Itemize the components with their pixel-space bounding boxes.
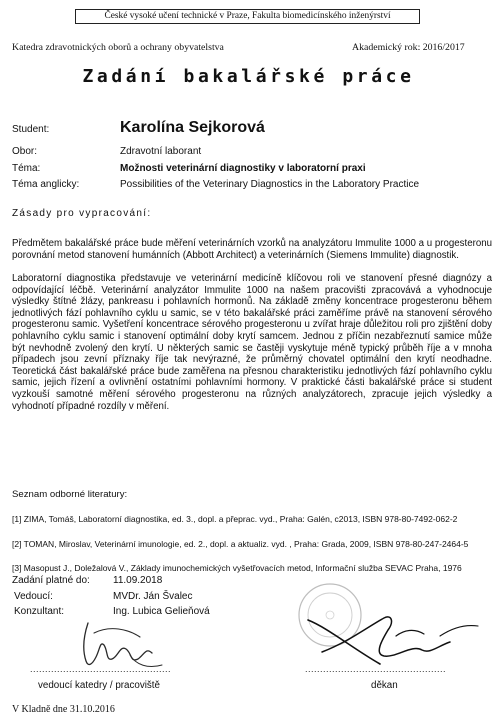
- dean-signature: [300, 606, 490, 672]
- consultant-label: Konzultant:: [14, 606, 65, 617]
- student-label: Student:: [12, 124, 50, 135]
- reference-item-3: [3] Masopust J., Doležalová V., Základy imunochemických vyšetřovacích metod, Informační služba SEVAC Praha, 1976: [12, 563, 462, 573]
- guidelines-paragraph-1: Předmětem bakalářské práce bude měření veterinárních vzorků na analyzátoru Immulite 1000 a u progesteronu porovnání metod stanovení humánních (Abbott Architect) a veterinárních (Siemens Immulite) diagnostik.: [12, 238, 492, 261]
- guidelines-heading: Zásady pro vypracování:: [12, 208, 152, 219]
- references-heading: Seznam odborné literatury:: [12, 489, 128, 500]
- dean-signature-line: ...............................................: [305, 664, 447, 674]
- consultant-name: Ing. Lubica Gelieňová: [113, 606, 210, 617]
- head-signature-line: ...............................................: [30, 664, 172, 674]
- topic-label: Téma:: [12, 163, 41, 174]
- field-label: Obor:: [12, 146, 38, 157]
- dean-label: děkan: [371, 680, 398, 691]
- topic-en-label: Téma anglicky:: [12, 179, 80, 190]
- university-name: České vysoké učení technické v Praze, Fakulta biomedicínského inženýrství: [104, 11, 391, 21]
- head-of-department-label: vedoucí katedry / pracoviště: [38, 680, 160, 691]
- reference-item-2: [2] TOMAN, Miroslav, Veterinární imunologie, ed. 2., dopl. a aktualiz. vyd. , Praha: Grada, 2009, ISBN 978-80-247-2464-5: [12, 539, 469, 549]
- guidelines-paragraph-2: Laboratorní diagnostika představuje ve veterinární medicíně klíčovou roli ve stanovení přesné diagnózy a odpovídající léčbě. Veterinární analyzátor Immulite 1000 na našem pracovišti zpracovává a vyhodnocuje výsledky štítné žlázy, pankreasu i pohlavních hormonů. Na základě změny koncentrace progesteronu během jednotlivých fází pohlavního cyklu u samic, se v této bakalářské práci zaměříme právě na stanovení sérového progesteronu samic. Vyšetření koncentrace sérového progesteronu u zvířat hraje důležitou roli pro zjištění doby pohlavního cyklu samic i stanovení optimální doby krytí samcem. Jednou z příčin nezabřeznutí samice může být nevhodně zvolený den krytí. U některých samic se častěji vyskytuje méně typický průběh říje a v mnoha případech jsou zevní příznaky říje tak nevýrazné, že průměrný chovatel optimální den krytí neodhadne. Teoretická část bakalářské práce bude zaměřena na přesnou charakteristiku jednotlivých fází pohlavního cyklu samic, jejich řízení a ovlivnění ostatními pohlavními hormony. V praktické části bakalářské práce si student vyzkouší samotné měření sérového progesteronu na různých analyzátorech, zpracuje jejich výsledky a vyhodnotí případné rozdíly v měření.: [12, 273, 492, 412]
- reference-item-1: [1] ZIMA, Tomáš, Laboratorní diagnostika, ed. 3., dopl. a přeprac. vyd., Praha: Galén, c2013, ISBN 978-80-7492-062-2: [12, 514, 458, 524]
- department-name: Katedra zdravotnických oborů a ochrany obyvatelstva: [12, 42, 224, 53]
- supervisor-label: Vedoucí:: [14, 591, 53, 602]
- supervisor-name: MVDr. Ján Švalec: [113, 591, 193, 602]
- place-and-date: V Kladně dne 31.10.2016: [12, 704, 115, 715]
- field-value: Zdravotní laborant: [120, 146, 202, 157]
- document-title: Zadání bakalářské práce: [82, 66, 415, 87]
- topic-value: Možnosti veterinární diagnostiky v laboratorní praxi: [120, 163, 366, 174]
- student-name: Karolína Sejkorová: [120, 119, 265, 136]
- academic-year: Akademický rok: 2016/2017: [352, 42, 465, 53]
- valid-until-label: Zadání platné do:: [12, 575, 90, 586]
- topic-en-value: Possibilities of the Veterinary Diagnostics in the Laboratory Practice: [120, 179, 420, 190]
- valid-until-date: 11.09.2018: [113, 575, 163, 586]
